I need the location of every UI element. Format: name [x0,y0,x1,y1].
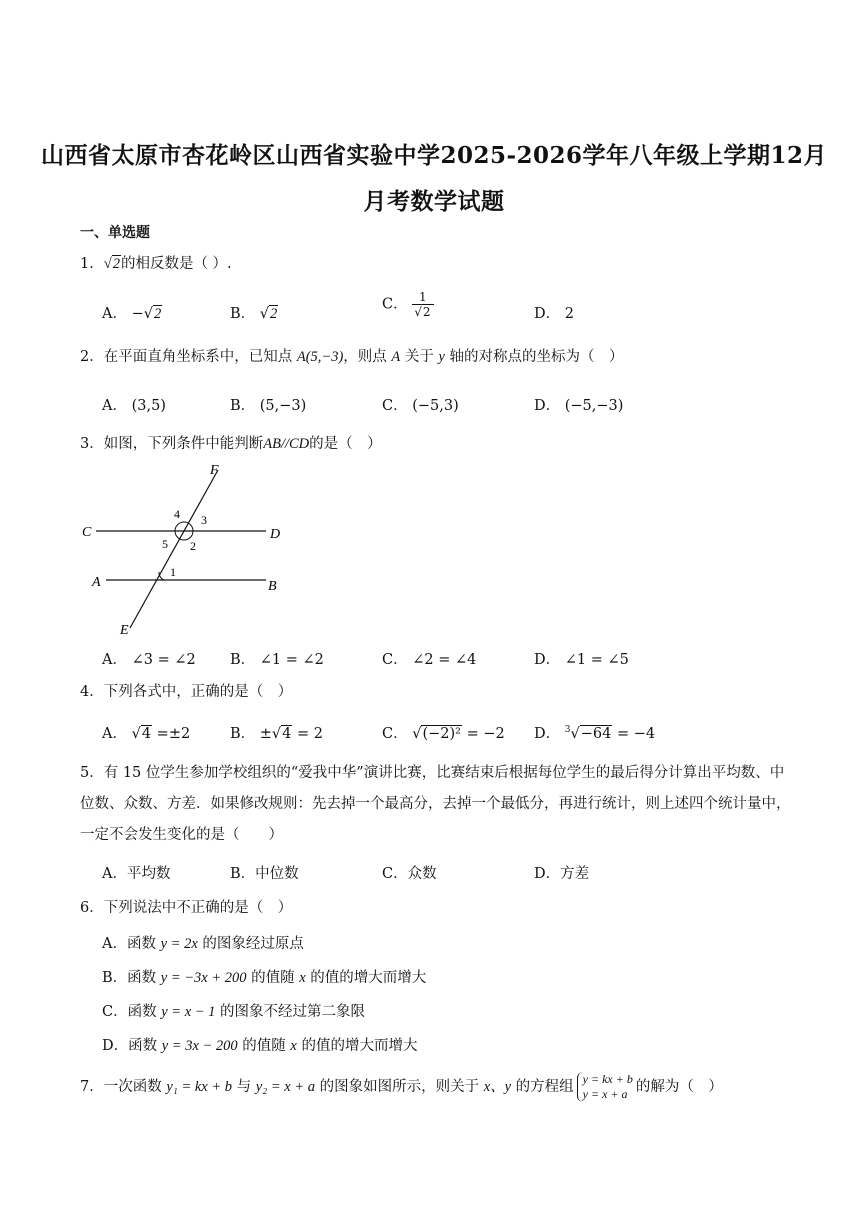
question-2: 2．在平面直角坐标系中，已知点 A(5,−3)，则点 A 关于 y 轴的对称点的坐标为（ ） [80,349,624,365]
q5-option-d[interactable]: D．方差 [534,866,590,882]
line-ef [130,470,218,628]
q6-option-d[interactable]: D．函数 y = 3x − 200 的值随 x 的值的增大而增大 [102,1038,418,1054]
label-c: C [82,525,92,540]
angle-label-2: 2 [190,539,196,553]
q4-option-d[interactable]: D． $^3$√−64 = −4 [534,725,656,742]
q5-option-c[interactable]: C．众数 [382,866,437,882]
q6-option-b[interactable]: B．函数 y = −3x + 200 的值随 x 的值的增大而增大 [102,970,427,986]
label-b: B [268,579,277,594]
label-a: A [92,575,101,590]
question-5: 5．有 15 位学生参加学校组织的“爱我中华”演讲比赛，比赛结束后根据每位学生的最后得分计算出平均数、中位数、众数、方差．如果修改规则：先去掉一个最高分，去掉一个最低分，再进行统计，则上述四个统计量中，一定不会发生变化的是（ ） [80,765,791,843]
label-f: F [210,463,219,478]
q4-option-c[interactable]: C． √(−2)² = −2 [382,726,505,742]
q4-option-b[interactable]: B． ±√4 = 2 [230,726,323,742]
q5-option-a[interactable]: A．平均数 [102,866,171,882]
q3-option-a[interactable]: A． ∠3 = ∠2 [102,652,196,668]
question-3: 3．如图，下列条件中能判断AB//CD的是（ ） [80,436,382,452]
angle-label-3: 3 [201,513,207,527]
equation-system: y = kx + b y = x + a [577,1072,633,1102]
q1-option-d[interactable]: D． 2 [534,306,574,322]
q2-option-b[interactable]: B． (5,−3) [230,398,307,414]
q4-option-a[interactable]: A． √4 =±2 [102,726,191,742]
label-d: D [270,527,281,542]
angle-label-4: 4 [174,507,180,521]
label-e: E [120,623,129,638]
parallel-lines-figure [78,458,293,640]
q2-option-a[interactable]: A． (3,5) [102,398,166,414]
q3-option-c[interactable]: C． ∠2 = ∠4 [382,652,477,668]
question-6: 6．下列说法中不正确的是（ ） [80,900,293,916]
q3-option-d[interactable]: D． ∠1 = ∠5 [534,652,629,668]
question-4: 4．下列各式中，正确的是（ ） [80,684,293,700]
angle-label-1: 1 [170,565,176,579]
q6-option-c[interactable]: C．函数 y = x − 1 的图象不经过第二象限 [102,1004,366,1020]
q1-option-a[interactable]: A． −√2 [102,306,162,322]
section-heading: 一、单选题 [80,225,150,241]
q1-option-b[interactable]: B． √2 [230,306,278,322]
angle-1-arc [159,572,164,580]
angle-label-5: 5 [162,537,168,551]
page-title-line-2: 月考数学试题 [363,188,505,215]
q6-option-a[interactable]: A．函数 y = 2x 的图象经过原点 [102,936,304,952]
q2-option-d[interactable]: D． (−5,−3) [534,398,624,414]
q3-option-b[interactable]: B． ∠1 = ∠2 [230,652,324,668]
q2-option-c[interactable]: C． (−5,3) [382,398,459,414]
question-7: 7．一次函数 y₁ = kx + b 与 y₂ = x + a 的图象如图所示，则关于 x、y 的方程组 y = kx + b y = x + a 的解为（ ） [80,1072,723,1101]
page-title-line-1: 山西省太原市杏花岭区山西省实验中学2025-2026学年八年级上学期12月 [40,142,828,169]
q5-option-b[interactable]: B．中位数 [230,866,299,882]
question-1: 1．√2的相反数是（ ）. [80,256,232,272]
q1-option-c[interactable]: C． $\frac{1}{√2}$ [382,290,434,319]
